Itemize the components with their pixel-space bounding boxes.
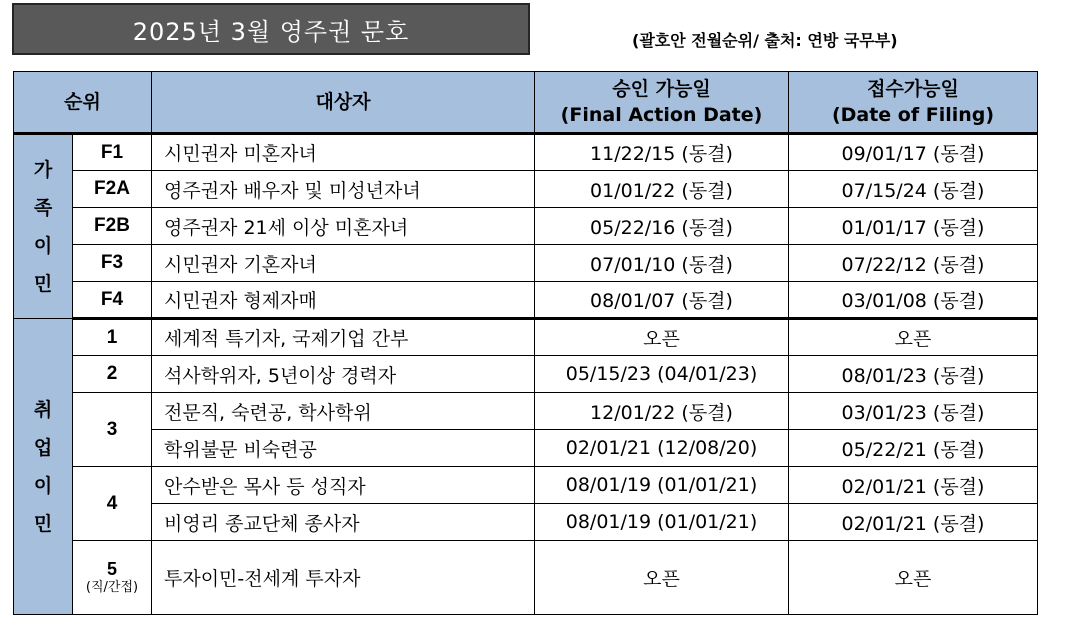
rank-code	[73, 541, 152, 615]
final-action-cell: 오픈	[535, 541, 789, 615]
header-final-action-en: (Final Action Date)	[560, 104, 763, 126]
filing-cell: 07/22/12 (동결)	[789, 245, 1038, 282]
rank-code: F2B	[73, 208, 152, 245]
final-action-cell: 08/01/07 (동결)	[535, 282, 789, 319]
subject-cell: 안수받은 목사 등 성직자	[152, 467, 535, 504]
filing-cell: 오픈	[789, 541, 1038, 615]
employment-label-char: 취	[33, 398, 53, 421]
filing-cell: 오픈	[789, 319, 1038, 356]
final-action-cell: 12/01/22 (동결)	[535, 393, 789, 430]
table-row	[14, 134, 1038, 171]
visa-bulletin-table	[13, 71, 1038, 615]
final-action-cell: 05/22/16 (동결)	[535, 208, 789, 245]
rank-code: F4	[73, 282, 152, 319]
table-row	[14, 393, 1038, 430]
header-final-action-ko: 승인 가능일	[612, 78, 711, 100]
filing-cell: 02/01/21 (동결)	[789, 504, 1038, 541]
table-row	[14, 504, 1038, 541]
subject-cell: 시민권자 기혼자녀	[152, 245, 535, 282]
filing-cell: 05/22/21 (동결)	[789, 430, 1038, 467]
filing-cell: 02/01/21 (동결)	[789, 467, 1038, 504]
final-action-cell: 05/15/23 (04/01/23)	[535, 356, 789, 393]
subject-cell: 시민권자 형제자매	[152, 282, 535, 319]
rank-code-sub: (직/간접)	[85, 580, 139, 595]
table-row	[14, 208, 1038, 245]
final-action-cell: 01/01/22 (동결)	[535, 171, 789, 208]
rank-code: F3	[73, 245, 152, 282]
page-title: 2025년 3월 영주권 문호	[12, 3, 530, 55]
table-row	[14, 430, 1038, 467]
employment-label-char: 이	[33, 474, 53, 497]
header-subject: 대상자	[152, 72, 535, 134]
subject-cell: 비영리 종교단체 종사자	[152, 504, 535, 541]
filing-cell: 03/01/23 (동결)	[789, 393, 1038, 430]
final-action-cell: 08/01/19 (01/01/21)	[535, 467, 789, 504]
final-action-cell: 11/22/15 (동결)	[535, 134, 789, 171]
final-action-cell: 02/01/21 (12/08/20)	[535, 430, 789, 467]
rank-code: 4	[73, 467, 152, 541]
table-row	[14, 467, 1038, 504]
header-rank: 순위	[14, 72, 152, 134]
subject-cell: 시민권자 미혼자녀	[152, 134, 535, 171]
family-label-char: 민	[33, 272, 53, 295]
family-category-label	[14, 134, 73, 319]
header-filing-ko: 접수가능일	[867, 78, 959, 100]
final-action-cell: 08/01/19 (01/01/21)	[535, 504, 789, 541]
source-note: (괄호안 전월순위/ 출처: 연방 국무부)	[632, 31, 898, 50]
filing-cell: 07/15/24 (동결)	[789, 171, 1038, 208]
filing-cell: 03/01/08 (동결)	[789, 282, 1038, 319]
employment-label-char: 업	[33, 436, 53, 459]
family-label-char: 이	[33, 234, 53, 257]
header-final-action	[535, 72, 789, 134]
subject-cell: 전문직, 숙련공, 학사학위	[152, 393, 535, 430]
table-row	[14, 356, 1038, 393]
subject-cell: 석사학위자, 5년이상 경력자	[152, 356, 535, 393]
final-action-cell: 07/01/10 (동결)	[535, 245, 789, 282]
filing-cell: 08/01/23 (동결)	[789, 356, 1038, 393]
filing-cell: 01/01/17 (동결)	[789, 208, 1038, 245]
table-row	[14, 282, 1038, 319]
rank-code: F2A	[73, 171, 152, 208]
employment-category-label	[14, 319, 73, 615]
subject-cell: 학위불문 비숙련공	[152, 430, 535, 467]
rank-code: 3	[73, 393, 152, 467]
subject-cell: 세계적 특기자, 국제기업 간부	[152, 319, 535, 356]
subject-cell: 영주권자 21세 이상 미혼자녀	[152, 208, 535, 245]
rank-code: 2	[73, 356, 152, 393]
filing-cell: 09/01/17 (동결)	[789, 134, 1038, 171]
subject-cell: 영주권자 배우자 및 미성년자녀	[152, 171, 535, 208]
rank-code-number: 5	[106, 559, 117, 579]
employment-label-char: 민	[33, 512, 53, 535]
header-filing	[789, 72, 1038, 134]
family-label-char: 가	[33, 158, 53, 181]
rank-code: 1	[73, 319, 152, 356]
table-row	[14, 319, 1038, 356]
table-row	[14, 171, 1038, 208]
rank-code: F1	[73, 134, 152, 171]
header-filing-en: (Date of Filing)	[831, 104, 995, 126]
final-action-cell: 오픈	[535, 319, 789, 356]
subject-cell: 투자이민-전세계 투자자	[152, 541, 535, 615]
family-label-char: 족	[33, 196, 53, 219]
table-row	[14, 541, 1038, 615]
table-row	[14, 245, 1038, 282]
